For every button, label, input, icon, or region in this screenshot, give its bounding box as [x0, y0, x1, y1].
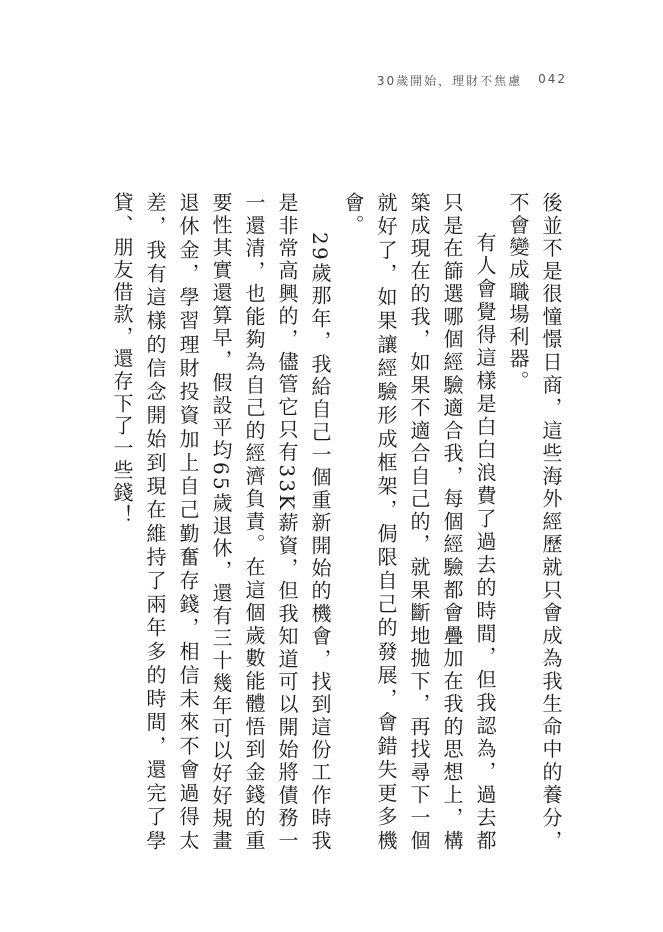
paragraph-1: 後並不是很憧憬日商，這些海外經歷就只會成為我生命中的養分，不會變成職場利器。	[506, 192, 563, 852]
book-title: 30歲開始，理財不焦慮	[376, 74, 523, 88]
running-header	[377, 72, 567, 89]
paragraph-2: 有人會覺得這樣是白白浪費了過去的時間，但我認為，過去都只是在篩選哪個經驗適合我，每個經驗都會疊加在我的思想上，構築成現在的我，如果不適合自己的，就果斷地拋下，再找尋下一個就好了，如果讓經驗形成框架，侷限自己的發展，會錯失更多機會。	[341, 192, 497, 852]
page-number: 042	[538, 72, 567, 86]
vertical-body-text	[87, 192, 567, 852]
paragraph-3: 29歲那年，我給自己一個重新開始的機會，找到這份工作時我是非常高興的，儘管它只有33K薪資，但我知道可以開始將債務一一還清，也能夠為自己的經濟負責。在這個歲數能體悟到金錢的重要性其實還算早，假設平均65歲退休，還有三十幾年可以好好規畫退休金，學習理財投資加上自己勤奮存錢，相信未來不會過得太差，我有這樣的信念開始到現在維持了兩年多的時間，還完了學貸、朋友借款，還存下了一些錢！	[110, 192, 332, 852]
